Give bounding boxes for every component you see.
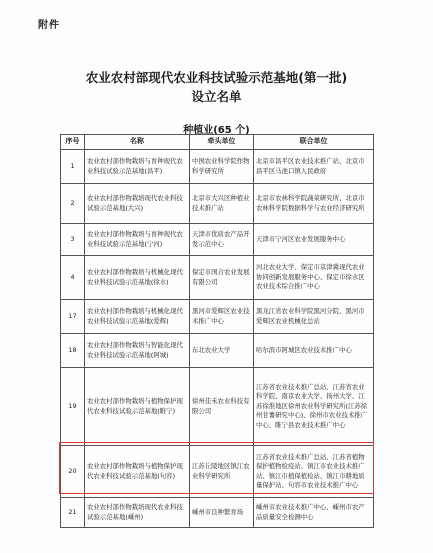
cell-name: 农业农村部作物栽培现代农业科技试验示范基地(大兴) xyxy=(85,184,190,224)
table-row xyxy=(61,446,374,498)
cell-seq: 17 xyxy=(61,300,85,334)
cell-seq: 1 xyxy=(61,150,85,184)
cell-partners: 北京市农林科学院蔬菜研究所、北京市农林科学院数据科学与农业经济研究所 xyxy=(254,184,374,224)
cell-seq: 3 xyxy=(61,224,85,256)
cell-name: 农业农村部作物栽培与机械化现代农业科技试验示范基地(爱辉) xyxy=(85,300,190,334)
cell-seq: 2 xyxy=(61,184,85,224)
table-row xyxy=(61,498,374,528)
cell-name: 农业农村部作物栽培与智能化现代农业科技试验示范基地(阿城) xyxy=(85,334,190,368)
cell-seq: 19 xyxy=(61,368,85,446)
cell-name: 农业农村部作物栽培与植物保护现代农业科技试验示范基地(句容) xyxy=(85,446,190,498)
cell-name: 农业农村部作物栽培现代农业科技试验示范基地(嵊州) xyxy=(85,498,190,528)
cell-lead: 保定市国合农业发展有限公司 xyxy=(190,256,254,300)
cell-partners: 北京市昌平区农业技术推广站、北京市昌平区马池口镇人民政府 xyxy=(254,150,374,184)
cell-seq: 4 xyxy=(61,256,85,300)
cell-name: 农业农村部作物栽培与机械化现代农业科技试验示范基地(徐水) xyxy=(85,256,190,300)
table-row xyxy=(61,224,374,256)
cell-partners: 江苏省农业技术推广总站、江苏省植物保护植物检疫站、镇江市农业技术推广站、镇江市植保植检站、镇江市耕地质量保护站、句容市农业技术推广中心 xyxy=(254,446,374,498)
cell-name: 农业农村部作物栽培与育种现代农业科技试验示范基地(昌平) xyxy=(85,150,190,184)
cell-lead: 东北农业大学 xyxy=(190,334,254,368)
cell-seq: 21 xyxy=(61,498,85,528)
cell-lead: 天津市优质农产品开发示范中心 xyxy=(190,224,254,256)
table-row xyxy=(61,300,374,334)
cell-lead: 嵊州市良种繁育场 xyxy=(190,498,254,528)
table-row xyxy=(61,368,374,446)
attachment-label: 附件 xyxy=(38,20,60,31)
cell-partners: 黑龙江省农业科学院黑河分院、黑河市爱辉区农业机械化总站 xyxy=(254,300,374,334)
cell-lead: 中国农业科学院作物科学研究所 xyxy=(190,150,254,184)
cell-name: 农业农村部作物栽培与育种现代农业科技试验示范基地(宁河) xyxy=(85,224,190,256)
document-title xyxy=(40,68,393,106)
cell-lead: 江苏丘陵地区镇江农业科学研究所 xyxy=(190,446,254,498)
header-partners: 联合单位 xyxy=(254,135,374,150)
section-title: 种植业(65 个) xyxy=(183,125,250,136)
cell-lead: 黑河市爱辉区农业技术推广中心 xyxy=(190,300,254,334)
table-row xyxy=(61,150,374,184)
header-name: 名称 xyxy=(85,135,190,150)
cell-seq: 18 xyxy=(61,334,85,368)
cell-partners: 河北农业大学、保定市京津冀现代农业协同创新发展服务中心、保定市徐水区农业技术综合推广中心 xyxy=(254,256,374,300)
cell-partners: 嵊州市农业技术推广中心、嵊州市农产品质量安全检测中心 xyxy=(254,498,374,528)
cell-partners: 江苏省农业技术推广总站、江苏省农业科学院、南京农业大学、扬州大学、江苏徐淮地区徐州农业科学研究所(江苏徐州甘薯研究中心)、徐州市农业技术推广中心、睢宁县农业技术推广中心 xyxy=(254,368,374,446)
base-list-table xyxy=(60,134,374,528)
table-header-row xyxy=(61,135,374,150)
cell-lead: 北京市大兴区种植业技术推广站 xyxy=(190,184,254,224)
header-lead: 牵头单位 xyxy=(190,135,254,150)
cell-name: 农业农村部作物栽培与植物保护现代农业科技试验示范基地(睢宁) xyxy=(85,368,190,446)
cell-lead: 徐州佳禾农业科技有限公司 xyxy=(190,368,254,446)
header-seq: 序号 xyxy=(61,135,85,150)
title-line-2: 设立名单 xyxy=(191,89,242,104)
cell-partners: 天津市宁河区农业发展服务中心 xyxy=(254,224,374,256)
cell-seq: 20 xyxy=(61,446,85,498)
table-row xyxy=(61,334,374,368)
table-row xyxy=(61,184,374,224)
table-row xyxy=(61,256,374,300)
cell-partners: 哈尔滨市阿城区农业技术推广中心 xyxy=(254,334,374,368)
title-line-1: 农业农村部现代农业科技试验示范基地(第一批) xyxy=(85,70,348,85)
